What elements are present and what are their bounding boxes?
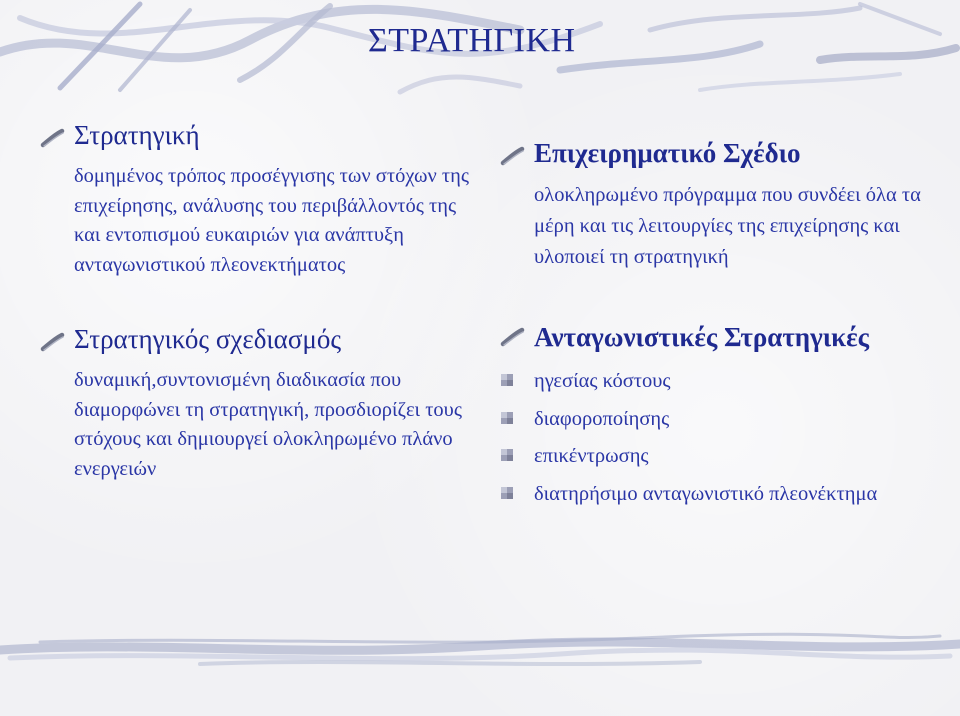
- brush-bullet-icon: [500, 327, 526, 347]
- planning-body: δυναμική,συντονισμένη διαδικασία που διαμορφώνει τη στρατηγική, προσδιορίζει τους στόχους και δημιουργεί ολοκληρωμένο πλάνο ενεργειών: [74, 369, 462, 480]
- competitive-section: [500, 317, 940, 509]
- brush-bullet-icon: [40, 332, 66, 352]
- business-plan-section: [500, 136, 940, 273]
- competitive-title: Ανταγωνιστικές Στρατηγικές: [534, 322, 870, 352]
- list-item: [534, 367, 940, 397]
- square-bullet-icon: [500, 411, 514, 425]
- square-bullet-icon: [500, 486, 514, 500]
- list-item: [534, 442, 940, 472]
- slide-title: ΣΤΡΑΤΗΓΙΚΗ: [368, 22, 576, 59]
- list-item-label: διαφοροποίησης: [534, 407, 670, 430]
- right-column: [500, 136, 940, 517]
- competitive-list: [534, 367, 940, 509]
- business-plan-body: ολοκληρωμένο πρόγραμμα που συνδέει όλα τα μέρη και τις λειτουργίες της επιχείρησης και υλοποιεί τη στρατηγική: [534, 184, 921, 268]
- square-bullet-icon: [500, 448, 514, 462]
- list-item-label: επικέντρωσης: [534, 445, 649, 467]
- list-item-label: διατηρήσιμο ανταγωνιστικό πλεονέκτημα: [534, 482, 878, 505]
- strategy-title: Στρατηγική: [74, 120, 200, 150]
- brush-bullet-icon: [40, 128, 66, 148]
- planning-section: [40, 322, 470, 484]
- strategy-body: δομημένος τρόπος προσέγγισης των στόχων της επιχείρησης, ανάλυσης του περιβάλλοντός της και εντοπισμού ευκαιριών για ανάπτυξη ανταγωνιστικού πλεονεκτήματος: [74, 165, 469, 276]
- planning-title: Στρατηγικός σχεδιασμός: [74, 324, 342, 354]
- brush-stroke-decoration-bottom: [0, 628, 960, 672]
- list-item: [534, 405, 940, 435]
- left-column: [40, 118, 470, 484]
- list-item-label: ηγεσίας κόστους: [534, 370, 671, 392]
- brush-bullet-icon: [500, 146, 526, 166]
- list-item: [534, 480, 940, 510]
- square-bullet-icon: [500, 373, 514, 387]
- business-plan-title: Επιχειρηματικό Σχέδιο: [534, 138, 801, 168]
- strategy-section: [40, 118, 470, 280]
